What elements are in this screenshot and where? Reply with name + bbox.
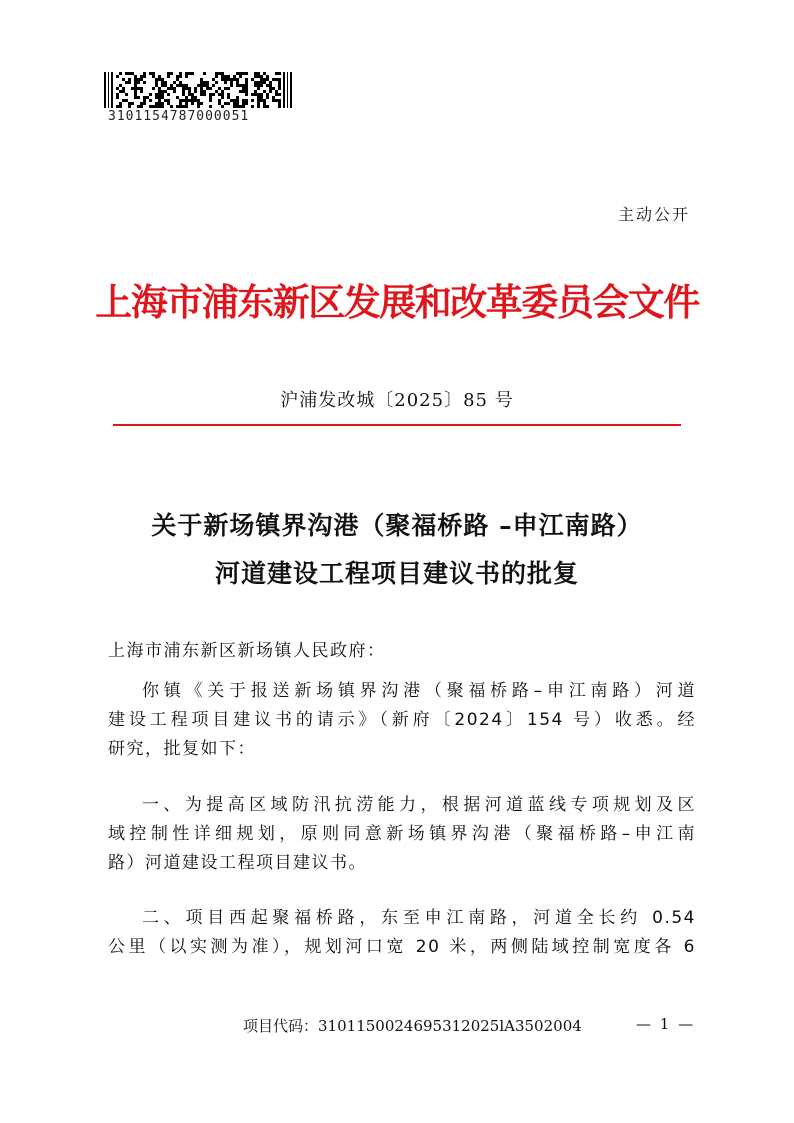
paragraph-line: 域控制性详细规划，原则同意新场镇界沟港（聚福桥路–申江南: [108, 824, 696, 844]
paragraph-line: 二、项目西起聚福桥路，东至申江南路，河道全长约 0.54: [142, 908, 696, 928]
recipient-text: 上海市浦东新区新场镇人民政府：: [108, 641, 386, 661]
paragraph-intro: [108, 677, 696, 764]
paragraph-line: 研究，批复如下：: [108, 739, 256, 759]
paragraph-line: 建设工程项目建议书的请示》（新府〔2024〕154 号）收悉。经: [108, 710, 696, 730]
paragraph-line: 公里（以实测为准），规划河口宽 20 米，两侧陆域控制宽度各 6: [108, 937, 696, 957]
document-title-line-2: 河道建设工程项目建议书的批复: [214, 559, 579, 588]
paragraph-item-1: [108, 791, 696, 878]
disclosure-label: 主动公开: [617, 205, 690, 224]
document-number: 沪浦发改城〔2025〕85 号: [280, 390, 514, 411]
page-number: — 1 —: [636, 1015, 696, 1033]
red-divider-line: [113, 424, 681, 426]
paragraph-line: 路）河道建设工程项目建议书。: [108, 853, 367, 873]
paragraph-line: 你镇《关于报送新场镇界沟港（聚福桥路–申江南路）河道: [142, 681, 696, 701]
paragraph-item-2: [108, 904, 696, 962]
barcode-number: 3101154787000051: [108, 109, 250, 124]
recipient-line: [108, 637, 696, 666]
issuer-header: 上海市浦东新区发展和改革委员会文件: [95, 280, 699, 324]
project-code-label: 项目代码：: [243, 1017, 319, 1035]
document-title-line-1: 关于新场镇界沟港（聚福桥路 –申江南路）: [151, 511, 643, 540]
paragraph-line: 一、为提高区域防汛抗涝能力，根据河道蓝线专项规划及区: [142, 795, 696, 815]
project-code-footer: [243, 1015, 582, 1036]
barcode-image: [104, 72, 292, 108]
project-code-value: 3101150024695312025lA3502004: [318, 1017, 582, 1035]
